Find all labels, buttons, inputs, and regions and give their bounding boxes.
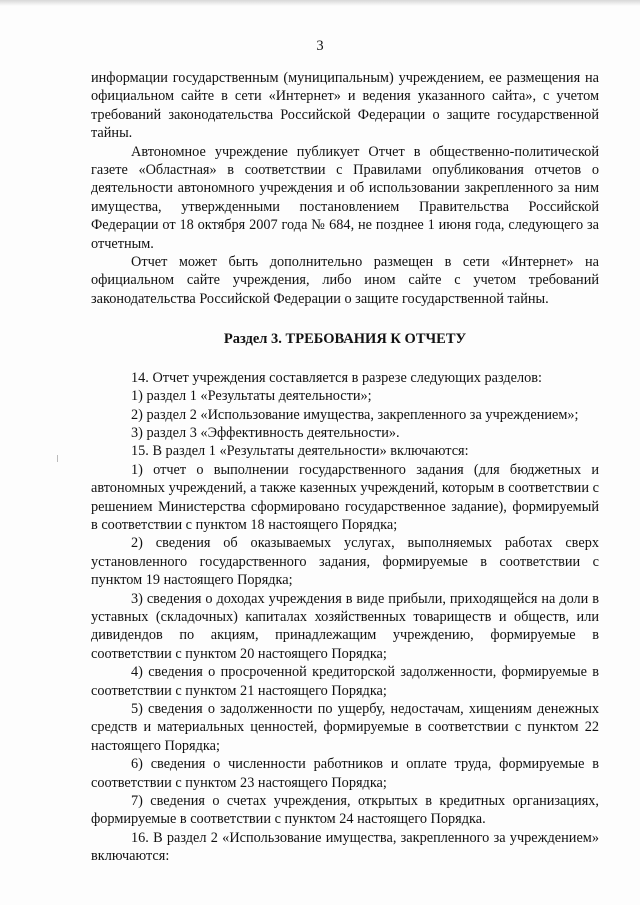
paragraph-continuation: информации государственным (муниципальным) учреждением, ее размещения на официальном сайте в сети «Интернет» и ведения указанного сайта», с учетом требований законодательства Российской Федерации о защите государственной тайны. (91, 70, 599, 142)
list-item-staff: 6) сведения о численности работников и оплате труда, формируемые в соответствии с пунктом 23 настоящего Порядка; (91, 756, 599, 791)
scan-edge (0, 0, 640, 6)
clause-14: 14. Отчет учреждения составляется в разрезе следующих разделов: (131, 369, 542, 386)
margin-mark (57, 455, 58, 462)
list-item-section-3: 3) раздел 3 «Эффективность деятельности». (131, 424, 400, 441)
list-item-accounts: 7) сведения о счетах учреждения, открытых в кредитных организациях, формируемые в соответствии с пунктом 24 настоящего Порядка. (91, 793, 599, 828)
clause-15: 15. В раздел 1 «Результаты деятельности» включаются: (131, 443, 469, 460)
paragraph-publication: Автономное учреждение публикует Отчет в общественно-политической газете «Областная» в соответствии с Правилами опубликования отчетов о деятельности автономного учреждения и об использовании закрепленного за ним имущества, утвержденными постановлением Правительства Российской Федерации от 18 октября 2007 года № 684, не позднее 1 июня года, следующего за отчетным. (91, 143, 599, 252)
page-number: 3 (316, 38, 324, 54)
list-item-section-1: 1) раздел 1 «Результаты деятельности»; (131, 388, 372, 405)
list-item-section-2: 2) раздел 2 «Использование имущества, закрепленного за учреждением»; (131, 406, 579, 423)
section-heading: Раздел 3. ТРЕБОВАНИЯ К ОТЧЕТУ (223, 331, 467, 348)
list-item-damage-debt: 5) сведения о задолженности по ущербу, недостачам, хищениям денежных средств и материальных ценностей, формируемые в соответствии с пунктом 22 настоящего Порядка; (91, 701, 599, 754)
clause-16: 16. В раздел 2 «Использование имущества, закрепленного за учреждением» включаются: (91, 829, 599, 865)
list-item-income: 3) сведения о доходах учреждения в виде прибыли, приходящейся на доли в уставных (складочных) капиталах хозяйственных товариществ и обществ, или дивидендов по акциям, принадлежащим учреждению, формируемые в соответствии с пунктом 20 настоящего Порядка; (91, 590, 599, 662)
list-item-services: 2) сведения об оказываемых услугах, выполняемых работах сверх установленного государственного задания, формируемые в соответствии с пунктом 19 настоящего Порядка; (91, 535, 599, 589)
list-item-state-task: 1) отчет о выполнении государственного задания (для бюджетных и автономных учреждений, а также казенных учреждений, которым в соответствии с решением Министерства сформировано государственное задание), формируемый в соответствии с пунктом 18 настоящего Порядка; (91, 461, 599, 533)
paragraph-internet: Отчет может быть дополнительно размещен в сети «Интернет» на официальном сайте учреждения, либо ином сайте с учетом требований законодательства Российской Федерации о защите государственной тайны. (91, 254, 599, 307)
list-item-overdue-debt: 4) сведения о просроченной кредиторской задолженности, формируемые в соответствии с пунктом 21 настоящего Порядка; (91, 664, 599, 699)
document-body (91, 69, 599, 866)
